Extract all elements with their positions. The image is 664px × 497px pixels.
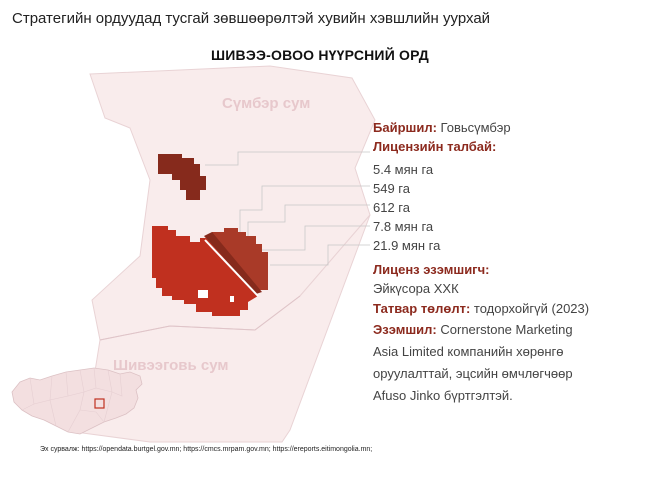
owner-line: Cornerstone Marketing [440, 322, 573, 337]
map-title: ШИВЭЭ-ОВОО НҮҮРСНИЙ ОРД [211, 47, 429, 63]
info-owner-line [373, 366, 573, 381]
parcel-gap [198, 290, 208, 298]
location-label: Байршил: [373, 120, 437, 135]
owner-line: Asia Limited компанийн хөрөнгө [373, 344, 564, 359]
area-value: 612 га [373, 200, 410, 215]
owner-line: оруулалттай, эцсийн өмчлөгчөөр [373, 366, 573, 381]
info-tax [373, 301, 589, 316]
info-license-area [373, 139, 496, 154]
info-location [373, 120, 511, 135]
info-owner-line [373, 344, 564, 359]
holder-label: Лиценз эзэмшигч: [373, 262, 490, 277]
tax-value: тодорхойгүй (2023) [473, 301, 590, 316]
info-holder [373, 262, 489, 277]
area-item [373, 162, 433, 177]
owner-label: Эзэмшил: [373, 322, 437, 337]
area-value: 5.4 мян га [373, 162, 434, 177]
holder-value: Эйкүсора ХХК [373, 281, 459, 296]
source-note: Эх сурвалж: https://opendata.burtgel.gov.mn; https://cmcs.mrpam.gov.mn; https://ereports.eitimongolia.mn; [40, 446, 373, 453]
area-value: 7.8 мян га [373, 219, 434, 234]
info-owner-line [373, 388, 513, 403]
license-area-label: Лицензийн талбай: [373, 139, 497, 154]
owner-line: Afuso Jinko бүртгэлтэй. [373, 388, 513, 403]
info-owner [373, 322, 573, 337]
area-item [373, 181, 410, 196]
info-holder-value [373, 281, 459, 296]
parcel-gap-small [230, 296, 234, 302]
page-header: Стратегийн ордуудад тусгай зөвшөөрөлтэй хувийн хэвшлийн уурхай [12, 10, 491, 27]
location-value: Говьсүмбэр [440, 120, 511, 135]
area-item [373, 200, 410, 215]
area-value: 21.9 мян га [373, 238, 441, 253]
region-label-shiveegovi: Шивээговь сум [113, 357, 229, 374]
region-label-sumber: Сүмбэр сум [222, 95, 311, 112]
tax-label: Татвар төлөлт: [373, 301, 471, 316]
area-item [373, 238, 440, 253]
area-item [373, 219, 433, 234]
area-value: 549 га [373, 181, 410, 196]
